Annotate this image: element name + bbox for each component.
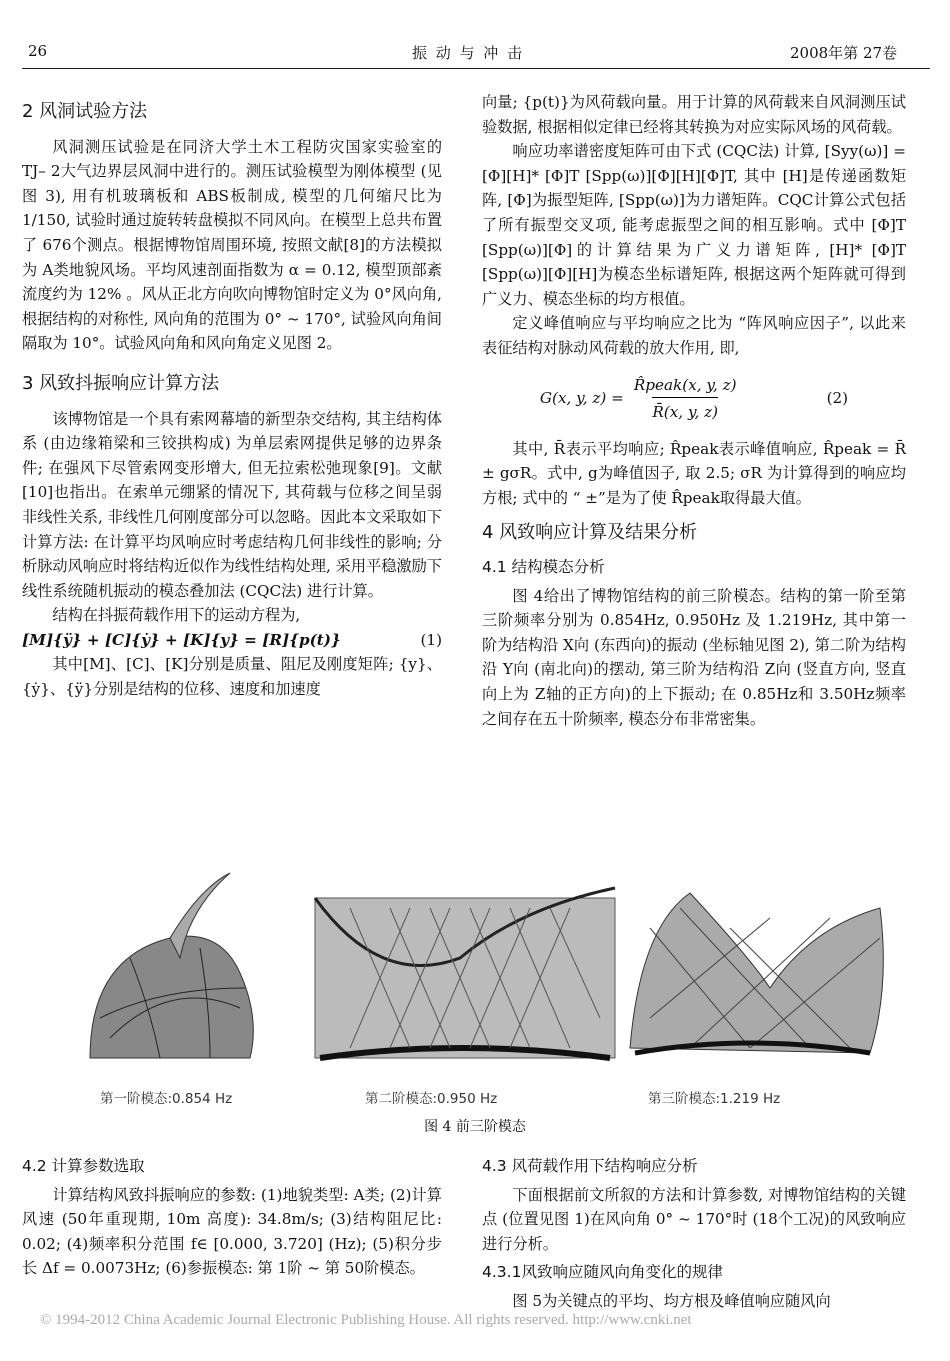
copyright-footer: © 1994-2012 China Academic Journal Electronic Publishing House. All rights reserved. http://www.cnki.net <box>40 1312 692 1328</box>
right-paragraph-1: 向量; {p(t)}为风荷载向量。用于计算的风荷载来自风洞测压试验数据, 根据相似定律已经将其转换为对应实际风场的风荷载。 <box>482 93 906 136</box>
section-2-paragraph: 风洞测压试验是在同济大学土木工程防灾国家实验室的 TJ– 2大气边界层风洞中进行的。测压试验模型为刚体模型 (见图 3), 用有机玻璃板和 ABS板制成, 模型的几何缩尺比为 1/150, 试验时通过旋转转盘模拟不同风向。在模型上总共布置了 676个测点。根据博物馆周围环境, 按照文献[8]的方法模拟为 A类地貌风场。平均风速剖面指数为 α = 0.12, 模型顶部紊流度约为 12% 。风从正北方向吹向博物馆时定义为 0°风向角, 根据结构的对称性, 风向角的范围为 0° ~ 170°, 试验风向角间隔取为 10°。试验风向角和风向角定义见图 2。 <box>22 137 442 353</box>
right-column <box>482 90 906 731</box>
section-4-3-paragraph: 下面根据前文所叙的方法和计算参数, 对博物馆结构的关键点 (位置见图 1)在风向角 0° ~ 170°时 (18个工况)的风致响应进行分析。 <box>482 1185 906 1253</box>
right-paragraph-3: 定义峰值响应与平均响应之比为 “阵风响应因子”, 以此来表征结构对脉动风荷载的放大作用, 即, <box>482 314 906 357</box>
equation-2-number: (2) <box>826 389 849 408</box>
journal-title: 振 动 与 冲 击 <box>412 44 525 62</box>
mode-shape-images <box>50 868 900 1078</box>
equation-1 <box>22 628 442 653</box>
mode-3-image <box>630 893 883 1053</box>
left-column <box>22 90 442 702</box>
section-3-paragraph-2: 结构在抖振荷载作用下的运动方程为, <box>52 606 301 625</box>
bottom-left-column <box>22 1150 442 1281</box>
equation-2-lhs: G(x, y, z) = <box>539 389 624 408</box>
right-paragraph-4: 其中, R̄表示平均响应; R̂peak表示峰值响应, R̂peak = R̄ ± gσR。式中, g为峰值因子, 取 2.5; σR 为计算得到的响应均方根; 式中的 “ ±”是为了使 R̂peak取得最大值。 <box>482 439 906 507</box>
mode-3-label: 第三阶模态:1.219 Hz <box>648 1091 781 1107</box>
section-2-title: 2 风洞试验方法 <box>22 101 148 122</box>
equation-2 <box>482 373 906 425</box>
header-rule <box>22 68 930 69</box>
section-4-1-paragraph: 图 4给出了博物馆结构的前三阶模态。结构的第一阶至第三阶频率分别为 0.854Hz, 0.950Hz 及 1.219Hz, 其中第一阶为结构沿 X向 (东西向)的振动 (坐标轴见图 2), 第二阶为结构沿 Y向 (南北向)的摆动, 第三阶为结构沿 Z向 (竖直方向, 竖直向上为 Z轴的正方向)的上下振动; 在 0.85Hz和 3.50Hz频率之间存在五十阶频率, 模态分布非常密集。 <box>482 586 906 728</box>
equation-2-denominator: R̄(x, y, z) <box>652 397 718 425</box>
equation-1-body: [M]{ÿ} + [C]{ẏ} + [K]{y} = [R]{p(t)} <box>22 630 341 649</box>
equation-2-numerator: R̂peak(x, y, z) <box>633 375 737 394</box>
bottom-right-column <box>482 1150 906 1314</box>
section-3-title: 3 风致抖振响应计算方法 <box>22 372 220 394</box>
issue-label: 2008年第 27卷 <box>790 44 898 62</box>
section-4-2-title: 4.2 计算参数选取 <box>22 1157 145 1175</box>
figure-4 <box>50 868 900 1078</box>
figure-4-caption: 图 4 前三阶模态 <box>424 1119 526 1135</box>
section-3-paragraph-3: 其中[M]、[C]、[K]分别是质量、阻尼及刚度矩阵; {y}、{ẏ}、{ÿ}分别是结构的位移、速度和加速度 <box>22 655 442 699</box>
section-4-3-1-paragraph: 图 5为关键点的平均、均方根及峰值响应随风向 <box>512 1291 831 1310</box>
right-paragraph-2: 响应功率谱密度矩阵可由下式 (CQC法) 计算, [Syy(ω)] = [Φ][H]* [Φ]T [Spp(ω)][Φ][H][Φ]T, 其中 [H]是传递函数矩阵, [Φ]为振型矩阵, [Spp(ω)]为力谱矩阵。CQC计算公式包括了所有振型交叉项, 能考虑振型之间的相互影响。式中 [Φ]T [Spp(ω)][Φ]的计算结果为广义力谱矩阵, [H]* [Φ]T [Spp(ω)][Φ][H]为模态坐标谱矩阵, 根据这两个矩阵就可得到广义力、模态坐标的均方根值。 <box>482 142 906 308</box>
equation-1-number: (1) <box>420 630 442 649</box>
mode-2-image <box>315 888 615 1058</box>
section-3-paragraph-1: 该博物馆是一个具有索网幕墙的新型杂交结构, 其主结构体系 (由边缘箱梁和三铰拱构成) 为单层索网提供足够的边界条件; 在强风下尽管索网变形增大, 但无拉索松弛现象[9]。文献 [10]也指出。在索单元绷紧的情况下, 其荷载与位移之间呈弱非线性关系, 非线性几何刚度部分可以忽略。因此本文采取如下计算方法: 在计算平均风响应时考虑结构几何非线性的影响; 分析脉动风响应时将结构近似作为线性结构处理, 采用平稳激励下线性系统随机振动的模态叠加法 (CQC法) 进行计算。 <box>22 409 442 600</box>
section-4-3-1-title: 4.3.1风致响应随风向角变化的规律 <box>482 1263 723 1282</box>
section-4-3-title: 4.3 风荷载作用下结构响应分析 <box>482 1157 698 1175</box>
section-4-title: 4 风致响应计算及结果分析 <box>482 521 698 543</box>
section-4-1-title: 4.1 结构模态分析 <box>482 558 605 577</box>
mode-1-label: 第一阶模态:0.854 Hz <box>100 1091 233 1107</box>
section-4-2-paragraph: 计算结构风致抖振响应的参数: (1)地貌类型: A类; (2)计算风速 (50年重现期, 10m 高度): 34.8m/s; (3)结构阻尼比: 0.02; (4)频率积分范围 f∈ [0.000, 3.720] (Hz); (5)积分步长 Δf = 0.0073Hz; (6)参振模态: 第 1阶 ~ 第 50阶模态。 <box>22 1185 442 1278</box>
page-number: 26 <box>28 42 48 60</box>
mode-1-image <box>90 873 253 1058</box>
mode-2-label: 第二阶模态:0.950 Hz <box>365 1091 498 1107</box>
